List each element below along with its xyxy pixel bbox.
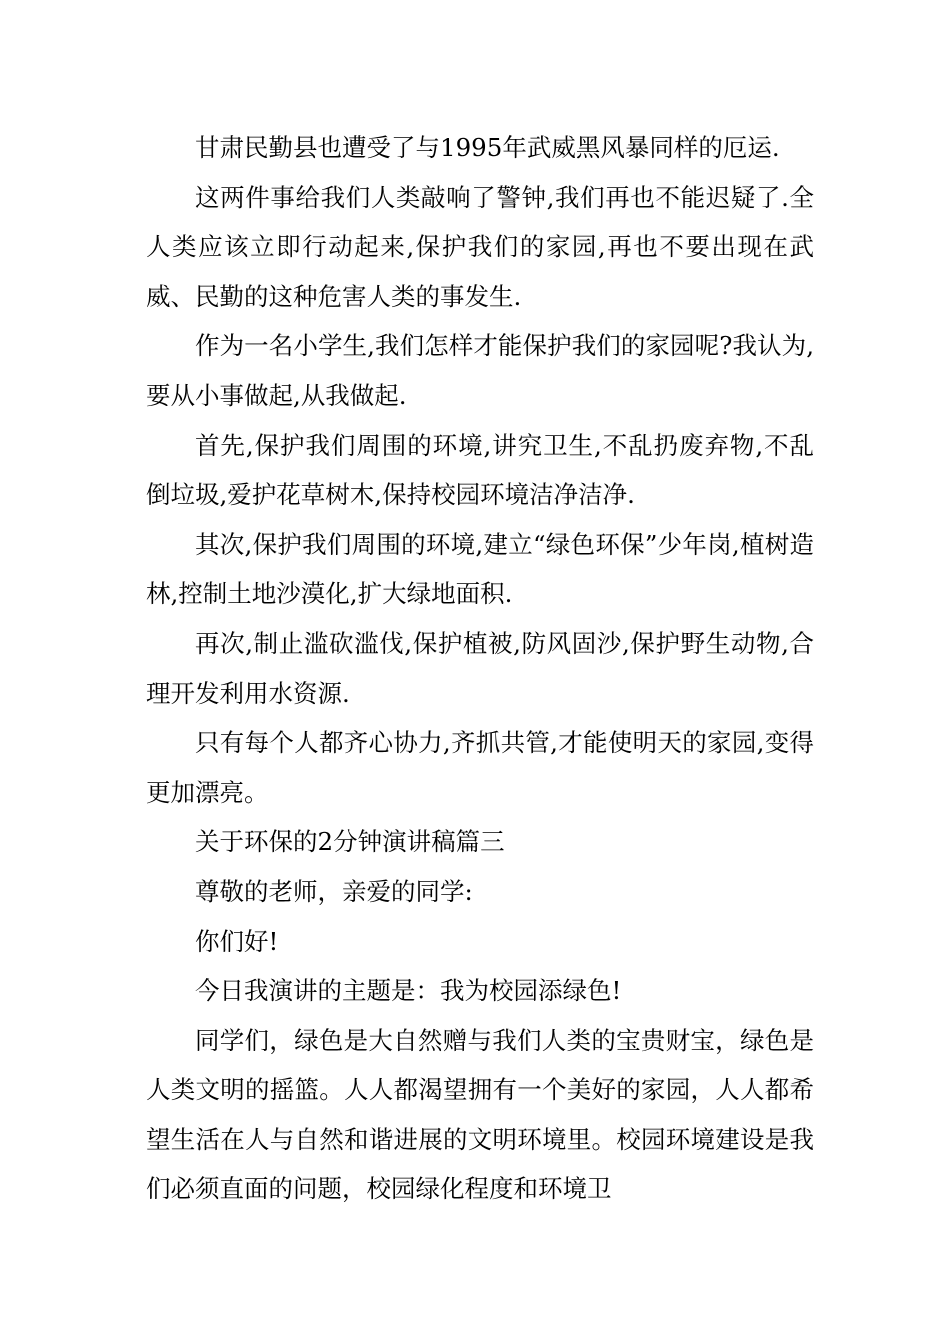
salutation: 尊敬的老师，亲爱的同学: <box>195 876 473 906</box>
paragraph: 再次,制止滥砍滥伐,保护植被,防风固沙,保护野生动物,合理开发利用水资源. <box>146 628 814 708</box>
greeting: 你们好! <box>195 926 279 956</box>
paragraph: 今日我演讲的主题是：我为校园添绿色! <box>195 976 622 1006</box>
paragraph: 作为一名小学生,我们怎样才能保护我们的家园呢?我认为,要从小事做起,从我做起. <box>146 331 814 410</box>
document-body <box>146 123 814 1214</box>
paragraph: 首先,保护我们周围的环境,讲究卫生,不乱扔废弃物,不乱倒垃圾,爱护花草树木,保持校园环境洁净洁净. <box>146 430 814 510</box>
paragraph: 甘肃民勤县也遭受了与1995年武威黑风暴同样的厄运. <box>195 133 780 162</box>
paragraph: 这两件事给我们人类敲响了警钟,我们再也不能迟疑了.全人类应该立即行动起来,保护我们的家园,再也不要出现在武威、民勤的这种危害人类的事发生. <box>146 182 814 311</box>
paragraph: 其次,保护我们周围的环境,建立“绿色环保”少年岗,植树造林,控制土地沙漠化,扩大绿地面积. <box>146 529 814 609</box>
paragraph: 同学们，绿色是大自然赠与我们人类的宝贵财宝，绿色是人类文明的摇篮。人人都渴望拥有一个美好的家园，人人都希望生活在人与自然和谐进展的文明环境里。校园环境建设是我们必须直面的问题，校园绿化程度和环境卫 <box>146 1025 814 1204</box>
paragraph: 只有每个人都齐心协力,齐抓共管,才能使明天的家园,变得更加漂亮。 <box>146 728 814 807</box>
section-heading: 关于环保的2分钟演讲稿篇三 <box>195 827 505 857</box>
